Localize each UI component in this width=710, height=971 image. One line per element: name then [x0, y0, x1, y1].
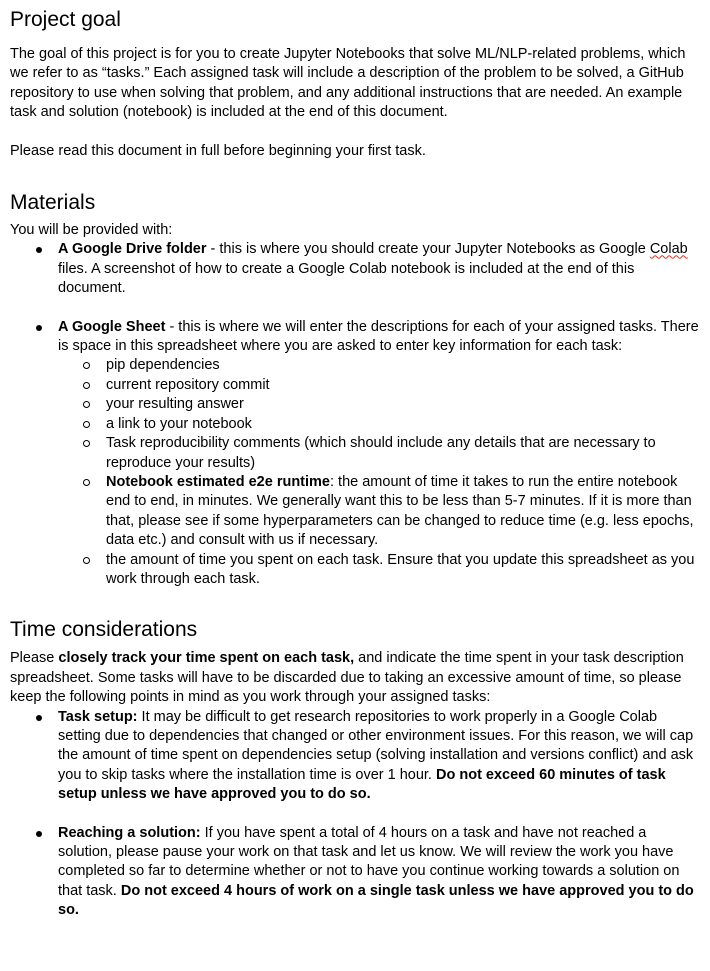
list-item-google-sheet: A Google Sheet - this is where we will enter the descriptions for each of your assigned tasks. There is space in this spreadsheet where you are asked to enter key information for each task: pip dependencies current repository commit your resulting answer a link to your notebook Task reproducibility comments (which should include any details that are necessary to reproduce your results) Notebook estimated e2e runtime: the amount of time it takes to run the entire notebook end to end, in minutes. We generally want this to be less than 5-7 minutes. If it is more than that, please see if some hyperparameters can be changed to reduce time (e.g. less epochs, data etc.) and consult with us if necessary. the amount of time you spent on each task. Ensure that you update this spreadsheet as you work through each task.: [10, 318, 700, 590]
list-item-pip: pip dependencies: [58, 356, 700, 375]
read-document-paragraph: Please read this document in full before beginning your first task.: [10, 142, 426, 159]
time-considerations-heading: Time considerations: [10, 618, 198, 642]
list-item-commit: current repository commit: [58, 376, 700, 395]
materials-heading: Materials: [10, 191, 96, 215]
list-item-reaching-solution: Reaching a solution: If you have spent a total of 4 hours on a task and have not reached a solution, please pause your work on that task and let us know. We will review the work you have completed so far to determine whether or not to have you continue working towards a solution on that task. Do not exceed 4 hours of work on a single task unless we have approved you to do so.: [10, 824, 700, 921]
list-item-notebook-link: a link to your notebook: [58, 415, 700, 434]
list-item-reproducibility: Task reproducibility comments (which should include any details that are necessary to reproduce your results): [58, 434, 700, 473]
list-item-drive-folder: A Google Drive folder - this is where you should create your Jupyter Notebooks as Google Colab files. A screenshot of how to create a Google Colab notebook is included at the end of this document.: [10, 240, 700, 298]
sheet-fields-list: [58, 356, 700, 589]
list-item-answer: your resulting answer: [58, 395, 700, 414]
drive-folder-label: A Google Drive folder: [58, 241, 207, 258]
runtime-label: Notebook estimated e2e runtime: [106, 473, 330, 490]
materials-list: [10, 240, 700, 589]
google-sheet-label: A Google Sheet: [58, 318, 166, 335]
reaching-solution-label: Reaching a solution:: [58, 824, 201, 841]
project-goal-heading: Project goal: [10, 8, 121, 31]
task-setup-label: Task setup:: [58, 708, 138, 725]
list-item-time-spent: the amount of time you spent on each task. Ensure that you update this spreadsheet as you work through each task.: [58, 551, 700, 590]
materials-intro: You will be provided with:: [10, 222, 173, 239]
list-item-task-setup: Task setup: It may be difficult to get research repositories to work properly in a Google Colab setting due to dependencies that changed or other environment issues. For this reason, we will cap the amount of time spent on dependencies setup (solving installation and versions conflict) and ask you to skip tasks where the installation time is over 1 hour. Do not exceed 60 minutes of task setup unless we have approved you to do so.: [10, 708, 700, 805]
time-list: [10, 708, 700, 921]
list-item-runtime: Notebook estimated e2e runtime: the amount of time it takes to run the entire notebook end to end, in minutes. We generally want this to be less than 5-7 minutes. If it is more than that, please see if some hyperparameters can be changed to reduce time (e.g. less epochs, data etc.) and consult with us if necessary.: [58, 473, 700, 551]
time-intro-paragraph: Please closely track your time spent on each task, and indicate the time spent in your task description spreadsheet. Some tasks will have to be discarded due to taking an excessive amount of time, so please keep the following points in mind as you work through your assigned tasks:: [10, 650, 684, 706]
project-goal-paragraph: The goal of this project is for you to create Jupyter Notebooks that solve ML/NLP-related problems, which we refer to as “tasks.” Each assigned task will include a description of the problem to be solved, a GitHub repository to use when solving that problem, and any additional instructions that are needed. An example task and solution (notebook) is included at the end of this document.: [10, 46, 686, 121]
spellcheck-word-colab[interactable]: Colab: [649, 241, 688, 258]
